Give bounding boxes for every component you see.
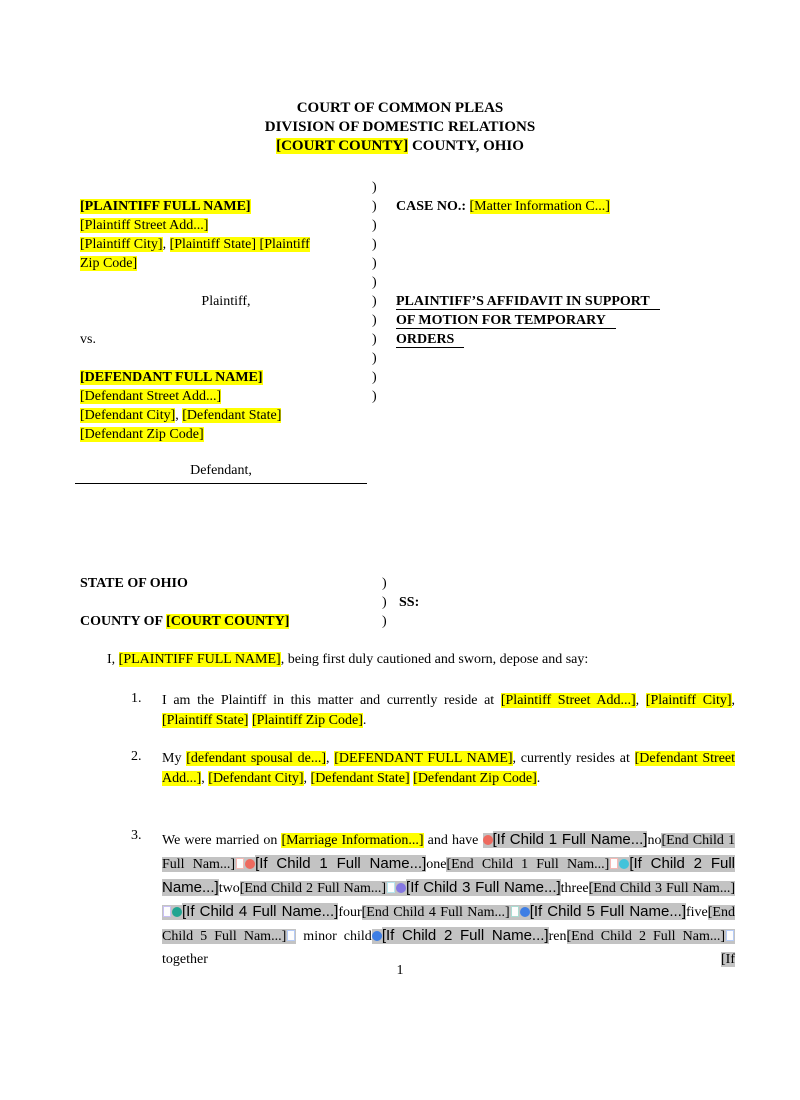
if-child4-field[interactable]: [If Child 4 Full Name...]	[182, 903, 339, 920]
field-marker	[162, 905, 172, 920]
defendant-street-line	[80, 387, 372, 406]
text-run: My	[162, 751, 187, 766]
caption-paren-column	[372, 178, 377, 406]
venue-county-line	[80, 612, 289, 631]
para1-number: 1.	[131, 691, 142, 706]
child1-start-dot-icon	[483, 835, 493, 845]
field-marker	[286, 929, 296, 944]
text-run: together	[162, 952, 721, 967]
end-child2-field[interactable]: [End Child 2 Full Nam...]	[239, 881, 387, 896]
text-run: I am the Plaintiff in this matter and currently reside at	[162, 693, 501, 708]
text-run: ,	[325, 751, 335, 766]
if-child1-field[interactable]: [If Child 1 Full Name...]	[255, 855, 427, 872]
plaintiff-label: Plaintiff,	[201, 294, 251, 309]
child4-end-square-icon	[511, 906, 519, 917]
caption-paren: )	[372, 294, 377, 309]
field-marker	[396, 881, 406, 896]
child2-start-dot-icon	[372, 931, 382, 941]
text-run: and have	[423, 833, 483, 848]
text-run: two	[218, 881, 240, 896]
defendant-name-field[interactable]: [DEFENDANT FULL NAME]	[80, 370, 263, 385]
court-name: COURT OF COMMON PLEAS	[296, 100, 504, 116]
court-county-field[interactable]: [COURT COUNTY]	[166, 614, 290, 629]
text-run: four	[338, 905, 362, 920]
plaintiff-zip-field[interactable]: Zip Code]	[80, 256, 138, 271]
para2-number: 2.	[131, 749, 142, 764]
field-marker	[510, 905, 520, 920]
affidavit-title-line3: ORDERS	[396, 332, 464, 348]
caption-paren: )	[372, 237, 377, 252]
text-run: ,	[201, 770, 209, 786]
text-run: CASE NO.:	[396, 199, 470, 214]
end-child2-field[interactable]: [End Child 2 Full Nam...]	[566, 929, 726, 944]
plaintiff-name-field[interactable]: [PLAINTIFF FULL NAME]	[118, 652, 281, 667]
field-marker	[619, 857, 629, 872]
child1-end-square-icon	[610, 858, 618, 869]
case-no-line	[396, 197, 741, 216]
plaintiff-zip-field[interactable]: [Plaintiff Zip Code]	[251, 712, 363, 728]
caption-paren: )	[372, 313, 377, 328]
text-run: ,	[635, 693, 646, 708]
text-run: ,	[162, 237, 170, 252]
text-run: .	[362, 712, 367, 728]
text-run: one	[426, 857, 447, 872]
child1-end-square-icon	[236, 858, 244, 869]
vs-label: vs.	[80, 332, 96, 347]
intro-sentence	[107, 652, 747, 668]
venue-paren-column	[382, 574, 387, 631]
defendant-zip-line	[80, 425, 372, 444]
field-marker	[520, 905, 530, 920]
plaintiff-state-field[interactable]: [Plaintiff State] [Plaintiff	[169, 237, 310, 252]
para1-text	[162, 691, 735, 730]
text-run: five	[686, 905, 708, 920]
child5-start-dot-icon	[520, 907, 530, 917]
plaintiff-name-field[interactable]: [PLAINTIFF FULL NAME]	[80, 199, 251, 214]
text-run: no	[647, 833, 662, 848]
child3-end-square-icon	[163, 906, 171, 917]
text-run: COUNTY OF	[80, 614, 167, 629]
field-marker	[235, 857, 245, 872]
end-child1-field[interactable]: [End Child 1 Full Nam...]	[446, 857, 610, 872]
caption-right-column	[396, 178, 741, 349]
field-marker	[386, 881, 396, 896]
caption-paren: )	[372, 389, 377, 404]
venue-paren: )	[382, 614, 387, 629]
caption-left-column	[80, 178, 372, 444]
caption-paren: )	[372, 370, 377, 385]
child2-start-dot-icon	[619, 859, 629, 869]
court-county-field[interactable]: [COURT COUNTY]	[276, 138, 409, 154]
end-child4-field[interactable]: [End Child 4 Full Nam...]	[361, 905, 510, 920]
if-child2-field[interactable]: [If Child 2 Full Name...]	[381, 927, 549, 944]
para3-number: 3.	[131, 828, 142, 843]
para2-text	[162, 749, 735, 788]
defendant-street-field[interactable]: [Defendant Street Add...]	[162, 751, 736, 786]
defendant-name-field[interactable]: [DEFENDANT FULL NAME]	[334, 751, 513, 766]
defendant-citystate-line	[80, 406, 372, 425]
field-marker	[725, 929, 735, 944]
text-run: , currently resides at	[512, 751, 635, 766]
venue-left	[80, 574, 289, 631]
division-name: DIVISION OF DOMESTIC RELATIONS	[264, 119, 536, 135]
text-run: ,	[731, 693, 736, 708]
if-child5-field[interactable]: [If Child 5 Full Name...]	[529, 903, 686, 920]
defendant-street-field[interactable]: [Defendant Street Add...]	[80, 389, 222, 404]
venue-state: STATE OF OHIO	[80, 576, 188, 591]
child5-end-square-icon	[287, 930, 295, 941]
defendant-city-field[interactable]: [Defendant City]	[80, 408, 176, 423]
caption-paren: )	[372, 256, 377, 271]
plaintiff-street-line	[80, 216, 372, 235]
text-run: COUNTY, OHIO	[408, 138, 524, 154]
end-child3-field[interactable]: [End Child 3 Full Nam...]	[588, 881, 735, 896]
plaintiff-city-field[interactable]: [Plaintiff City]	[80, 237, 163, 252]
text-run: .	[536, 770, 541, 786]
text-run: I,	[107, 652, 119, 667]
text-run: three	[560, 881, 589, 896]
text-run: minor child	[296, 929, 372, 944]
defendant-spousal-field[interactable]: [defendant spousal de...]	[186, 751, 326, 766]
court-header	[0, 99, 800, 156]
field-marker	[372, 929, 382, 944]
if-child2-field[interactable]: [If Child 2 Full Name...]	[162, 855, 735, 896]
plaintiff-street-field[interactable]: [Plaintiff Street Add...]	[500, 693, 636, 708]
defendant-zip-field[interactable]: [Defendant Zip Code]	[80, 427, 204, 442]
caption-paren: )	[372, 199, 377, 214]
text-run: ,	[303, 770, 311, 786]
plaintiff-city-field[interactable]: [Plaintiff City]	[645, 693, 732, 708]
caption-paren: )	[372, 351, 377, 366]
text-run: ,	[175, 408, 183, 423]
plaintiff-street-field[interactable]: [Plaintiff Street Add...]	[80, 218, 209, 233]
defendant-name-line	[80, 368, 372, 387]
defendant-label: Defendant,	[75, 463, 367, 484]
plaintiff-name-line	[80, 197, 372, 216]
county-line	[0, 137, 800, 156]
caption-paren: )	[372, 218, 377, 233]
field-marker	[609, 857, 619, 872]
field-marker	[245, 857, 255, 872]
defendant-state-field[interactable]: [Defendant State]	[310, 770, 410, 786]
child2-end-square-icon	[387, 882, 395, 893]
text-run: ren	[548, 929, 567, 944]
if-child1-field[interactable]: [If Child 1 Full Name...]	[492, 831, 648, 848]
text-run: , being first duly cautioned and sworn, depose and say:	[280, 652, 589, 667]
caption-paren: )	[372, 275, 377, 290]
end-child1-field[interactable]: [End Child 1 Full Nam...]	[162, 833, 735, 872]
field-marker	[483, 833, 493, 848]
affidavit-title-line2: OF MOTION FOR TEMPORARY	[396, 313, 616, 329]
plaintiff-state-field[interactable]: [Plaintiff State]	[162, 712, 249, 728]
child3-start-dot-icon	[396, 883, 406, 893]
text-run: We were married on	[162, 833, 282, 848]
if-field-continuation[interactable]: [If	[721, 952, 735, 967]
plaintiff-citystate-line	[80, 235, 372, 254]
affidavit-title-line1: PLAINTIFF’S AFFIDAVIT IN SUPPORT	[396, 294, 660, 310]
defendant-state-field[interactable]: [Defendant State]	[182, 408, 282, 423]
caption-paren: )	[372, 180, 377, 195]
child4-start-dot-icon	[172, 907, 182, 917]
para3-text	[162, 828, 735, 971]
venue-paren: )	[382, 576, 387, 591]
defendant-city-field[interactable]: [Defendant City]	[208, 770, 304, 786]
caption-paren: )	[372, 332, 377, 347]
venue-paren: )	[382, 595, 387, 610]
child2-end-square-icon	[726, 930, 734, 941]
field-marker	[172, 905, 182, 920]
plaintiff-zip-line	[80, 254, 372, 273]
venue-ss: SS:	[399, 595, 420, 610]
page-number: 1	[396, 963, 404, 978]
if-child3-field[interactable]: [If Child 3 Full Name...]	[406, 879, 561, 896]
matter-information-field[interactable]: [Matter Information C...]	[469, 199, 610, 214]
marriage-information-field[interactable]: [Marriage Information...]	[281, 833, 424, 848]
end-child5-field[interactable]: [End Child 5 Full Nam...]	[162, 905, 735, 944]
child1-start-dot-icon	[245, 859, 255, 869]
defendant-zip-field[interactable]: [Defendant Zip Code]	[413, 770, 537, 786]
